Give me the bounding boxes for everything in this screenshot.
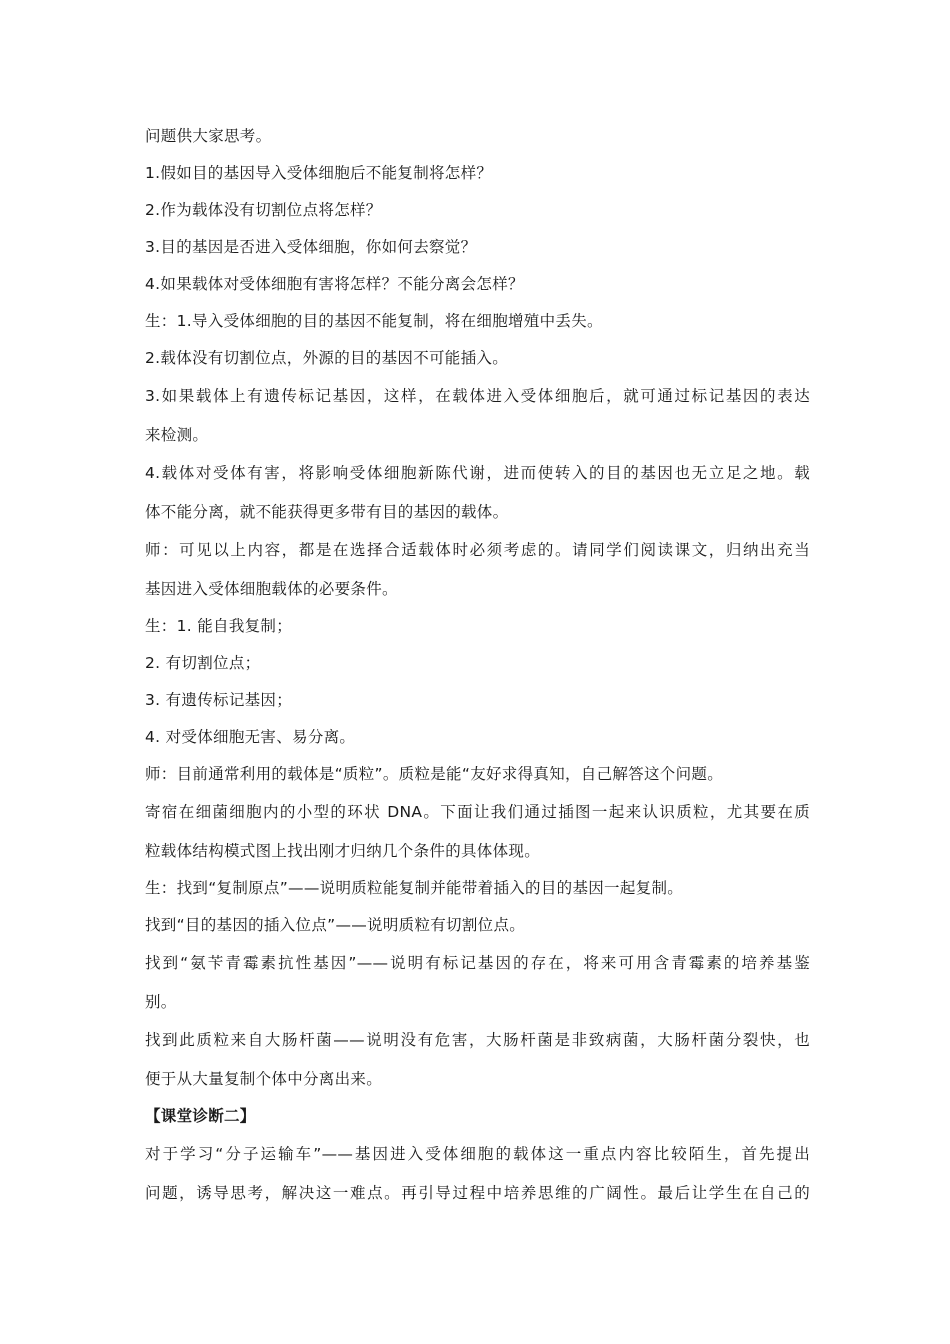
text-line: 别。 [145, 992, 177, 1011]
paragraph [145, 229, 810, 266]
paragraph [145, 793, 810, 870]
paragraph [145, 377, 810, 454]
text-line: 2. 有切割位点； [145, 654, 261, 672]
paragraph [145, 944, 810, 1021]
paragraph [145, 608, 810, 645]
paragraph [145, 155, 810, 192]
text-line: 师：目前通常利用的载体是“质粒”。质粒是能“友好求得真知，自己解答这个问题。 [145, 765, 723, 783]
text-line: 1.假如目的基因导入受体细胞后不能复制将怎样？ [145, 164, 493, 182]
text-line: 3.目的基因是否进入受体细胞，你如何去察觉？ [145, 238, 477, 256]
text-line: 找到“氨苄青霉素抗性基因”——说明有标记基因的存在，将来可用含青霉素的培养基鉴 [145, 954, 810, 972]
paragraph [145, 303, 810, 340]
text-line: 生：1.导入受体细胞的目的基因不能复制，将在细胞增殖中丢失。 [145, 312, 603, 330]
text-line: 生：1. 能自我复制； [145, 617, 293, 635]
paragraph [145, 454, 810, 531]
text-line: 4.载体对受体有害，将影响受体细胞新陈代谢，进而使转入的目的基因也无立足之地。载 [145, 464, 810, 482]
paragraph [145, 756, 810, 793]
text-line: 基因进入受体细胞载体的必要条件。 [145, 579, 398, 598]
text-line: 4.如果载体对受体细胞有害将怎样？不能分离会怎样？ [145, 275, 524, 293]
paragraph [145, 1135, 810, 1212]
paragraph [145, 870, 810, 907]
section-heading [145, 1098, 810, 1135]
text-line: 2.作为载体没有切割位点将怎样？ [145, 201, 382, 219]
text-line: 对于学习“分子运输车”——基因进入受体细胞的载体这一重点内容比较陌生，首先提出 [145, 1145, 810, 1163]
text-line: 找到此质粒来自大肠杆菌——说明没有危害，大肠杆菌是非致病菌，大肠杆菌分裂快，也 [145, 1031, 810, 1049]
paragraph [145, 192, 810, 229]
text-line: 生：找到“复制原点”——说明质粒能复制并能带着插入的目的基因一起复制。 [145, 879, 684, 897]
text-line: 找到“目的基因的插入位点”——说明质粒有切割位点。 [145, 916, 526, 934]
text-line: 便于从大量复制个体中分离出来。 [145, 1069, 383, 1088]
document-body [145, 118, 810, 1212]
text-line: 3. 有遗传标记基因； [145, 691, 293, 709]
section-heading-text: 【课堂诊断二】 [145, 1107, 256, 1125]
paragraph [145, 340, 810, 377]
paragraph [145, 266, 810, 303]
text-line: 来检测。 [145, 425, 209, 444]
paragraph [145, 719, 810, 756]
text-line: 粒载体结构模式图上找出刚才归纳几个条件的具体体现。 [145, 841, 541, 860]
text-line: 师：可见以上内容，都是在选择合适载体时必须考虑的。请同学们阅读课文，归纳出充当 [145, 541, 810, 559]
text-line: 问题供大家思考。 [145, 127, 272, 145]
text-line: 问题，诱导思考，解决这一难点。再引导过程中培养思维的广阔性。最后让学生在自己的 [145, 1183, 810, 1202]
text-line: 2.载体没有切割位点，外源的目的基因不可能插入。 [145, 349, 508, 367]
text-line: 4. 对受体细胞无害、易分离。 [145, 728, 356, 746]
text-line: 体不能分离，就不能获得更多带有目的基因的载体。 [145, 502, 509, 521]
paragraph [145, 118, 810, 155]
text-line: 3.如果载体上有遗传标记基因，这样，在载体进入受体细胞后，就可通过标记基因的表达 [145, 387, 810, 405]
paragraph [145, 531, 810, 608]
paragraph [145, 1021, 810, 1098]
paragraph [145, 645, 810, 682]
paragraph [145, 682, 810, 719]
paragraph [145, 907, 810, 944]
text-line: 寄宿在细菌细胞内的小型的环状 DNA。下面让我们通过插图一起来认识质粒，尤其要在质 [145, 803, 810, 821]
